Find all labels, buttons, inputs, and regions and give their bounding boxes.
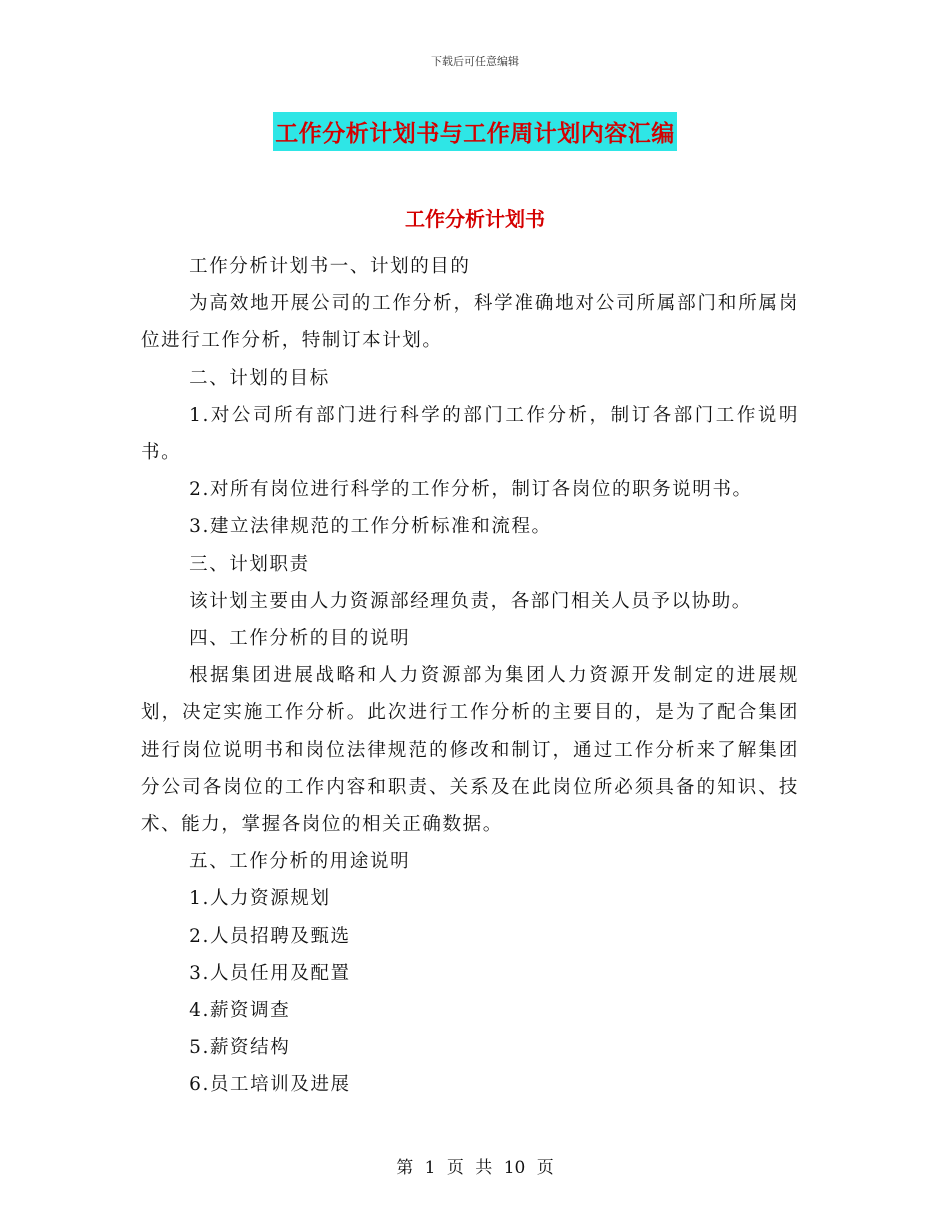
paragraph: 5.薪资结构 — [189, 1037, 291, 1059]
paragraph: 三、计划职责 — [189, 553, 310, 575]
document-body — [141, 248, 799, 1104]
paragraph: 该计划主要由人力资源部经理负责，各部门相关人员予以协助。 — [189, 590, 752, 612]
paragraph: 3.人员任用及配置 — [189, 962, 351, 984]
paragraph: 6.员工培训及进展 — [189, 1074, 351, 1096]
paragraph: 3.建立法律规范的工作分析标准和流程。 — [189, 516, 552, 538]
header-note: 下载后可任意编辑 — [431, 55, 519, 68]
section-title: 工作分析计划书 — [405, 207, 545, 231]
paragraph: 四、工作分析的目的说明 — [189, 628, 411, 650]
paragraph: 工作分析计划书一、计划的目的 — [189, 256, 471, 277]
paragraph: 2.对所有岗位进行科学的工作分析，制订各岗位的职务说明书。 — [189, 479, 753, 501]
document-title: 工作分析计划书与工作周计划内容汇编 — [273, 112, 677, 151]
document-title-wrapper — [0, 112, 950, 151]
paragraph: 二、计划的目标 — [189, 367, 330, 389]
paragraph: 根据集团进展战略和人力资源部为集团人力资源开发制定的进展规划，决定实施工作分析。此次进行工作分析的主要目的，是为了配合集团进行岗位说明书和岗位法律规范的修改和制订，通过工作分析来了解集团分公司各岗位的工作内容和职责、关系及在此岗位所必须具备的知识、技术、能力，掌握各岗位的相关正确数据。 — [141, 665, 799, 836]
paragraph: 4.薪资调查 — [189, 1000, 291, 1022]
paragraph: 2.人员招聘及甄选 — [189, 925, 351, 947]
page-footer: 第 1 页 共 10 页 — [396, 1158, 554, 1178]
paragraph: 1.人力资源规划 — [189, 888, 331, 910]
paragraph: 为高效地开展公司的工作分析，科学准确地对公司所属部门和所属岗位进行工作分析，特制订本计划。 — [141, 293, 799, 352]
paragraph: 五、工作分析的用途说明 — [189, 851, 411, 873]
paragraph: 1.对公司所有部门进行科学的部门工作分析，制订各部门工作说明书。 — [141, 404, 799, 464]
